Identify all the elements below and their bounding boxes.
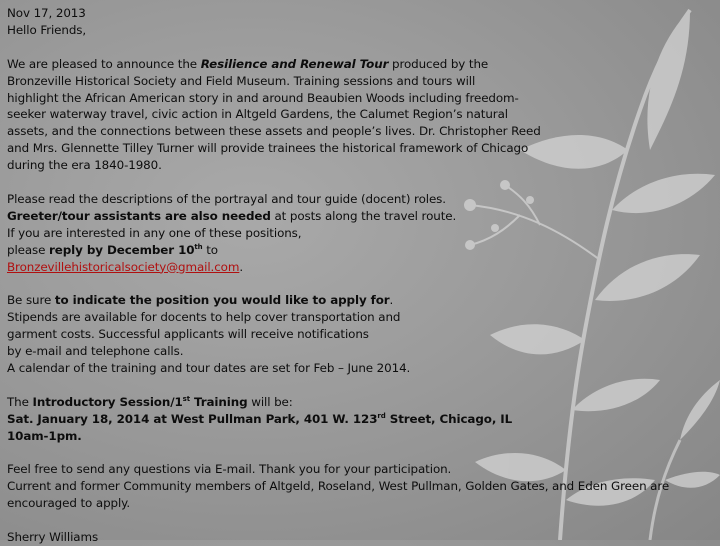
text-line: assets, and the connections between these assets and people’s lives. Dr. Christopher Reed (7, 124, 541, 139)
text-line: Please read the descriptions of the portrayal and tour guide (docent) roles. (7, 191, 446, 206)
letter-date: Nov 17, 2013 (7, 6, 86, 20)
letter-body (7, 5, 707, 546)
paragraph-spacer (7, 39, 707, 56)
text-line: Stipends are available for docents to help cover transportation and (7, 310, 401, 325)
text-line: Bronzeville Historical Society and Field Museum. Training sessions and tours will (7, 73, 476, 88)
text-line: If you are interested in any one of these positions, (7, 225, 302, 240)
roles-paragraph (7, 191, 707, 276)
signature: Sherry Williams (7, 530, 99, 544)
session-time: 10am-1pm. (7, 428, 82, 443)
text-line: A calendar of the training and tour dates are set for Feb – June 2014. (7, 360, 411, 375)
letter-greeting: Hello Friends, (7, 22, 87, 37)
text-line: highlight the African American story in and around Beaubien Woods including freedom- (7, 90, 519, 105)
text-line: Greeter/tour assistants are also needed at posts along the travel route. (7, 208, 457, 223)
paragraph-spacer (7, 275, 707, 292)
text-line: We are pleased to announce the Resilience and Renewal Tour produced by the (7, 56, 489, 71)
text-line: seeker waterway travel, civic action in Altgeld Gardens, the Calumet Region’s natural (7, 107, 508, 122)
announcement-paragraph (7, 56, 707, 174)
stipend-paragraph (7, 292, 707, 377)
closing-paragraph (7, 461, 707, 512)
paragraph-spacer (7, 174, 707, 191)
text-line: Bronzevillehistoricalsociety@gmail.com. (7, 259, 244, 274)
text-line: please reply by December 10th to (7, 242, 218, 257)
email-link[interactable]: Bronzevillehistoricalsociety@gmail.com (7, 259, 240, 274)
session-paragraph (7, 394, 707, 445)
tour-name: Resilience and Renewal Tour (200, 56, 389, 71)
paragraph-spacer (7, 377, 707, 394)
text-line: and Mrs. Glennette Tilley Turner will provide trainees the historical framework of Chicago (7, 141, 529, 156)
text-line: by e-mail and telephone calls. (7, 344, 184, 359)
text-line: The Introductory Session/1st Training will be: (7, 394, 293, 409)
text-line: garment costs. Successful applicants will receive notifications (7, 327, 369, 342)
paragraph-spacer (7, 512, 707, 529)
text-line: Feel free to send any questions via E-mail. Thank you for your participation. (7, 462, 452, 477)
text-line: Current and former Community members of Altgeld, Roseland, West Pullman, Golden Gates, and Eden Green are encouraged to apply. (7, 479, 670, 511)
text-line: during the era 1840-1980. (7, 158, 162, 173)
text-line: Be sure to indicate the position you would like to apply for. (7, 293, 394, 308)
session-date-location: Sat. January 18, 2014 at West Pullman Park, 401 W. 123rd Street, Chicago, IL (7, 411, 513, 426)
paragraph-spacer (7, 445, 707, 462)
